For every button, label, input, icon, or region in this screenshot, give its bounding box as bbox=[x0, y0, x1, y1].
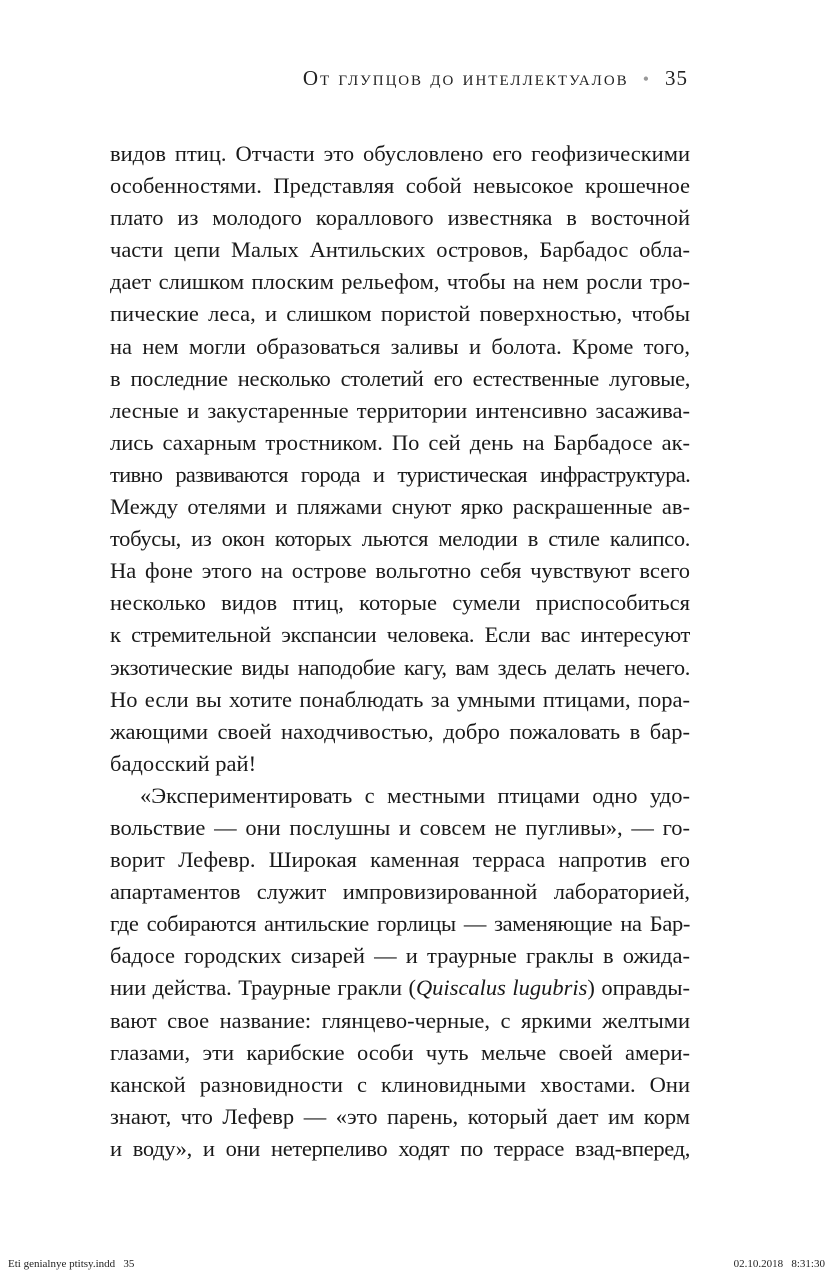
text-line: видов птиц. Отчасти это обусловлено его геофизическими bbox=[110, 141, 690, 166]
text-line: тивно развиваются города и туристическая инфраструктура. bbox=[110, 461, 690, 487]
text-line bbox=[110, 972, 690, 1004]
text-line: бадосский рай! bbox=[110, 750, 257, 776]
text-line: где собираются антильские горлицы — заменяющие на Бар- bbox=[110, 911, 690, 937]
chapter-title: От глупцов до интеллектуалов bbox=[302, 66, 629, 90]
slug-timestamp: 02.10.2018 8:31:30 bbox=[733, 1258, 825, 1270]
text-segment: ) оправды- bbox=[587, 975, 690, 1001]
slug-filename: Eti genialnye ptitsy.indd 35 bbox=[8, 1258, 135, 1270]
text-line: лись сахарным тростником. По сей день на Барбадосе ак- bbox=[110, 429, 690, 455]
text-line: знают, что Лефевр — «это парень, который дает им корм bbox=[110, 1103, 690, 1129]
text-line: жающими своей находчивостью, добро пожаловать в бар- bbox=[110, 718, 690, 744]
text-line: «Экспериментировать с местными птицами одно удо- bbox=[140, 782, 690, 808]
running-head bbox=[110, 66, 688, 91]
text-line: глазами, эти карибские особи чуть мельче своей амери- bbox=[110, 1039, 690, 1065]
text-line: экзотические виды наподобие кагу, вам здесь делать нечего. bbox=[110, 654, 690, 680]
text-segment: нии действа. Траурные гракли ( bbox=[110, 975, 416, 1001]
text-line: апартаментов служит импровизированной лабораторией, bbox=[110, 879, 690, 905]
text-line: пические леса, и слишком пористой поверхностью, чтобы bbox=[110, 301, 690, 327]
separator-dot: • bbox=[642, 69, 651, 89]
text-line: Но если вы хотите понаблюдать за умными птицами, пора- bbox=[110, 686, 690, 712]
text-line: особенностями. Представляя собой невысокое крошечное bbox=[110, 173, 690, 199]
text-line: Между отелями и пляжами снуют ярко раскрашенные ав- bbox=[110, 494, 690, 520]
text-line: канской разновидности с клиновидными хвостами. Они bbox=[110, 1071, 690, 1097]
page-number: 35 bbox=[665, 66, 688, 90]
text-line: плато из молодого кораллового известняка в восточной bbox=[110, 205, 690, 231]
text-line: вольствие — они послушны и совсем не пугливы», — го- bbox=[110, 814, 690, 840]
species-name: Quiscalus lugubris bbox=[415, 975, 588, 1001]
text-line: части цепи Малых Антильских островов, Барбадос обла- bbox=[110, 237, 690, 263]
text-line: ворит Лефевр. Широкая каменная терраса напротив его bbox=[110, 847, 690, 873]
text-line: На фоне этого на острове вольготно себя чувствуют всего bbox=[110, 558, 690, 584]
text-line: на нем могли образоваться заливы и болота. Кроме того, bbox=[110, 333, 690, 359]
text-line: несколько видов птиц, которые сумели приспособиться bbox=[110, 590, 690, 616]
text-line: бадосе городских сизарей — и траурные граклы в ожида- bbox=[110, 943, 690, 969]
text-line: вают свое название: глянцево-черные, с яркими желтыми bbox=[110, 1007, 690, 1033]
text-line: лесные и закустаренные территории интенсивно засажива- bbox=[110, 397, 690, 423]
text-line: к стремительной экспансии человека. Если вас интересуют bbox=[110, 622, 690, 648]
text-line: дает слишком плоским рельефом, чтобы на нем росли тро- bbox=[110, 269, 690, 295]
text-line: в последние несколько столетий его естественные луговые, bbox=[110, 365, 690, 391]
text-line: тобусы, из окон которых льются мелодии в стиле калипсо. bbox=[110, 526, 690, 552]
text-line: и воду», и они нетерпеливо ходят по террасе взад-вперед, bbox=[110, 1135, 690, 1161]
body-text bbox=[110, 138, 690, 1165]
